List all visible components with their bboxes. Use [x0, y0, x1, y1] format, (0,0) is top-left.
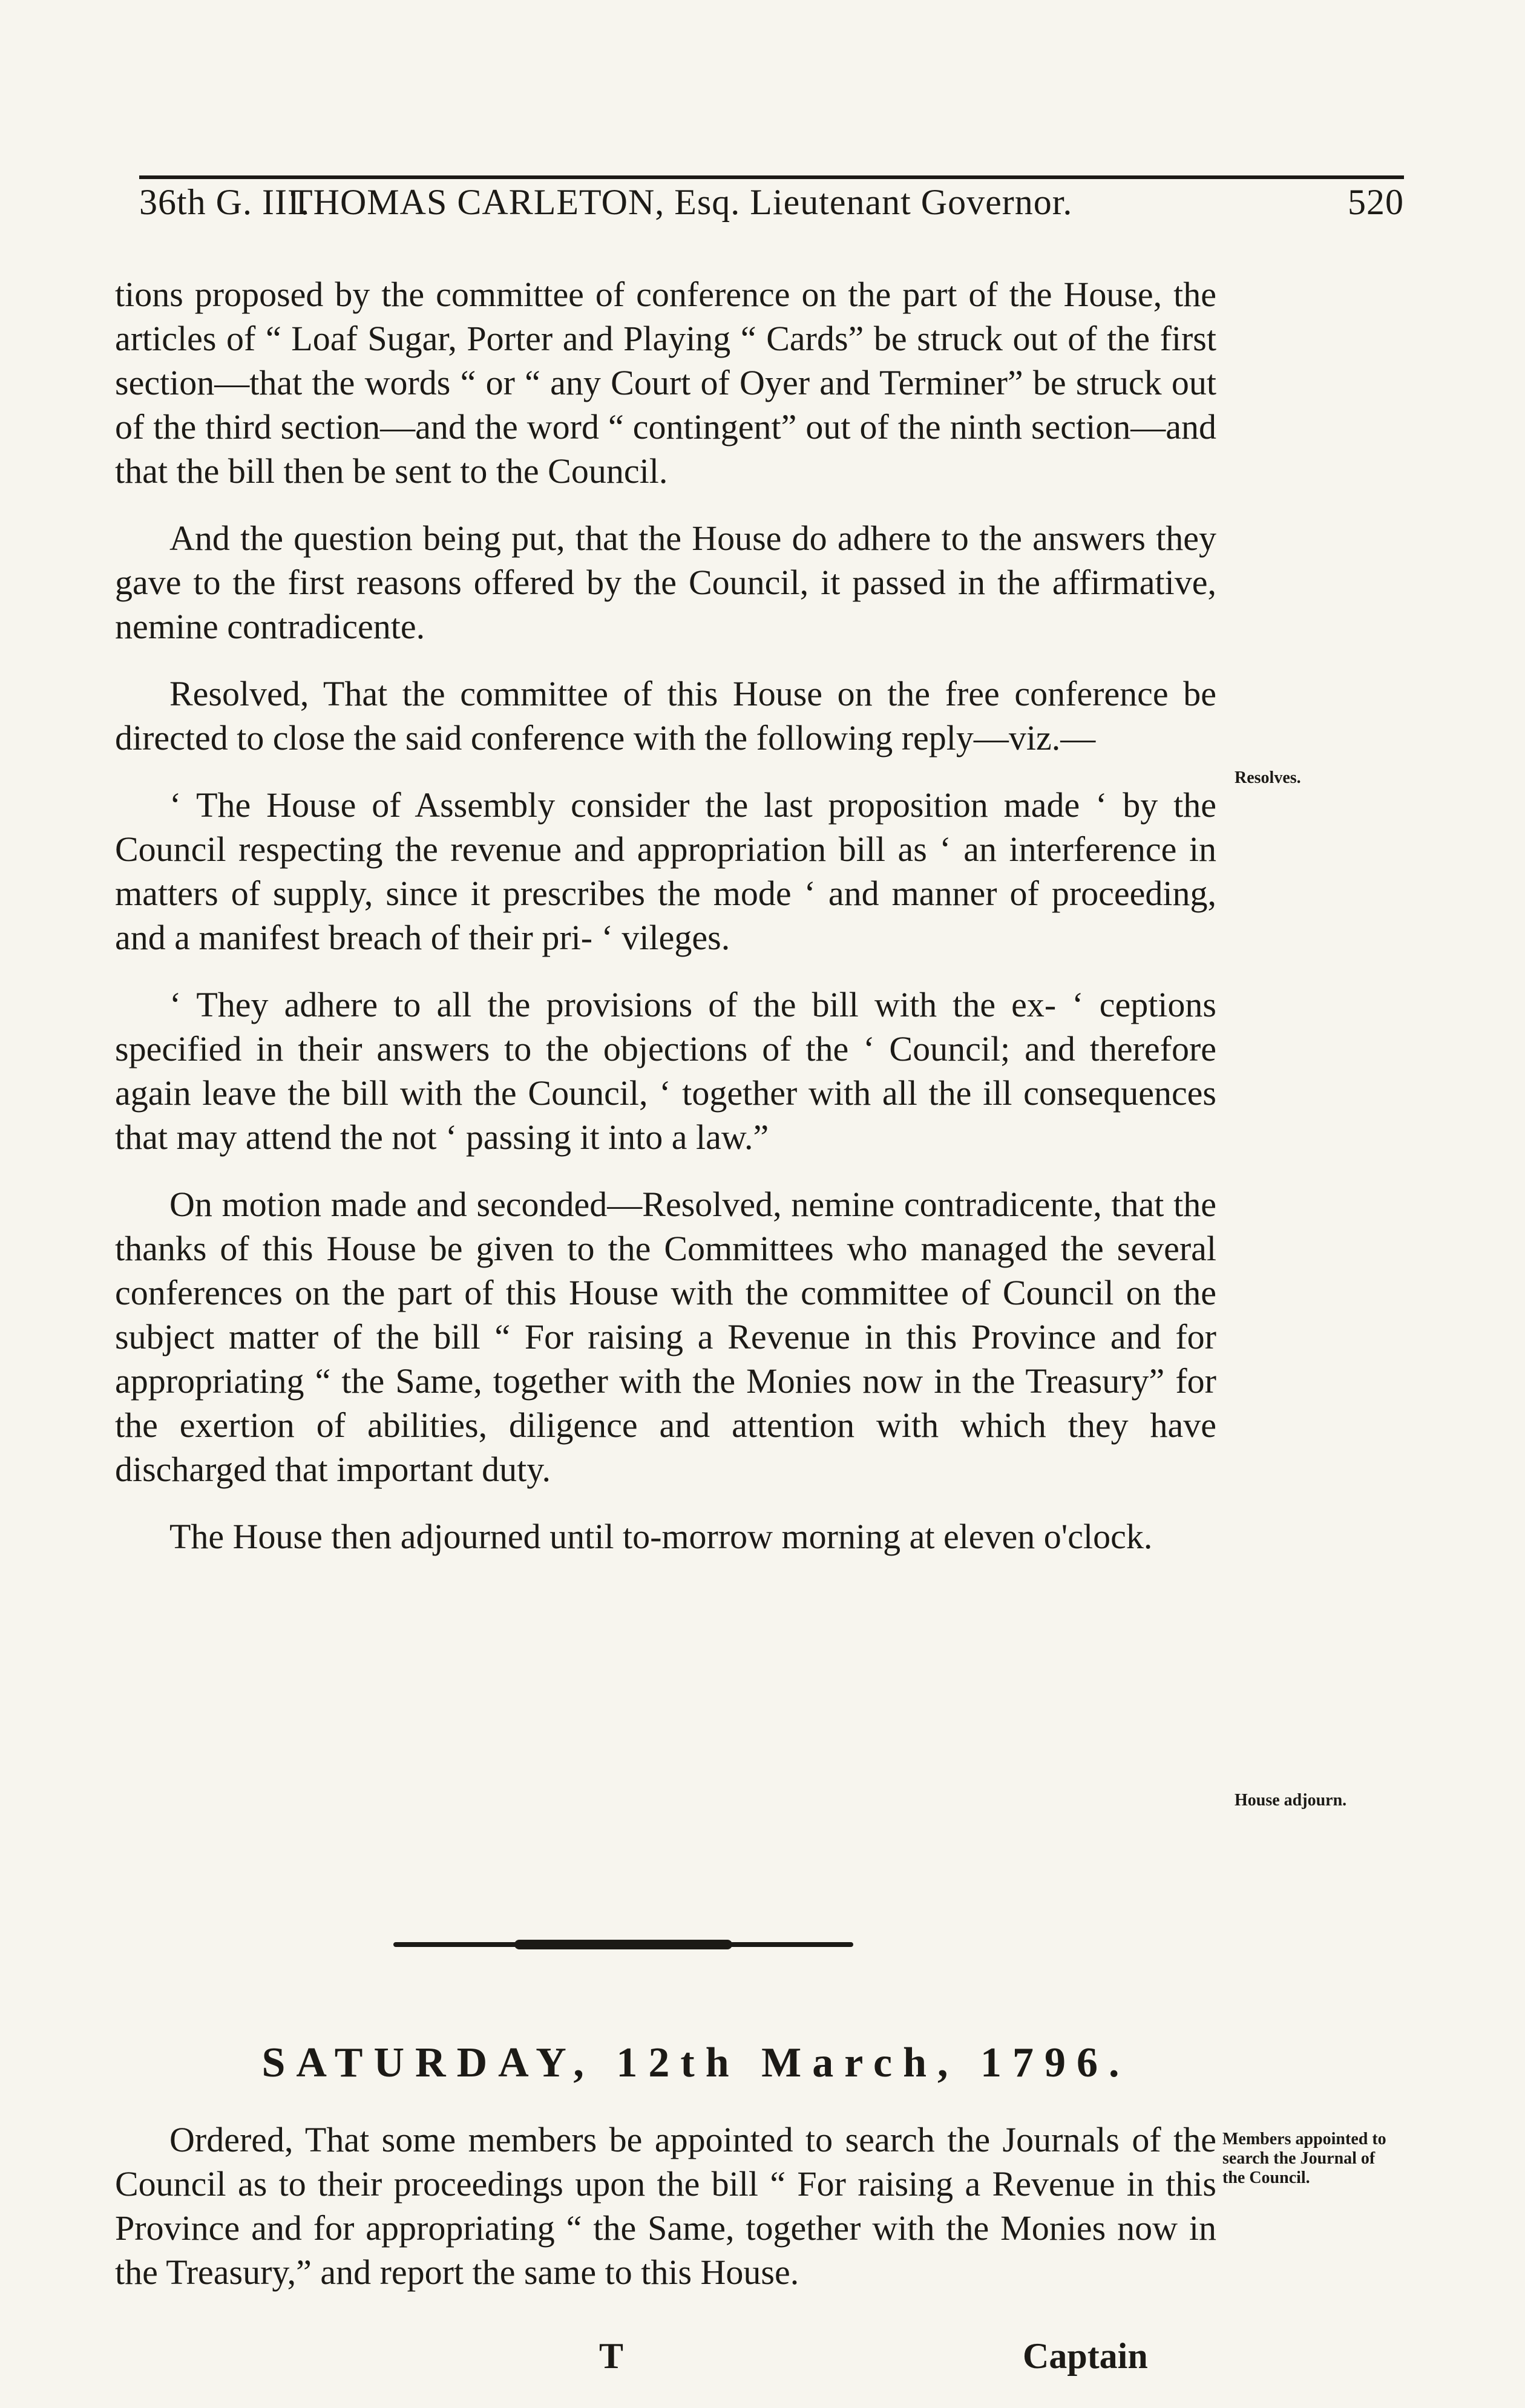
paragraph-5-quote: ‘ They adhere to all the provisions of the bill with the ex- ‘ ceptions specified in their answers to the objections of the ‘ Council; and therefore again leave the bill with the Council, ‘ together with all the ill consequences that may attend the not ‘ passing it into a law.” [115, 985, 1216, 1157]
section-divider [393, 1942, 853, 1947]
header-regnal-year: 36th G. III. [139, 182, 310, 222]
running-header [139, 175, 1404, 242]
margin-note-resolves: Resolves. [1235, 768, 1301, 787]
paragraph-4-quote: ‘ The House of Assembly consider the last proposition made ‘ by the Council respecting the revenue and appropriation bill as ‘ an interference in matters of supply, since it prescribes the mode ‘ and manner of proceeding, and a manifest breach of their pri- ‘ vileges. [115, 785, 1216, 957]
date-heading: SATURDAY, 12th March, 1796. [261, 2040, 1130, 2086]
paragraph-1: tions proposed by the committee of conference on the part of the House, the articles of “ Loaf Sugar, Porter and Playing “ Cards” be struck out of the first section—that the words “ or “ any Court of Oyer and Terminer” be struck out of the third section—and the word “ contingent” out of the ninth section—and that the bill then be sent to the Council. [115, 275, 1216, 491]
header-rule [139, 175, 1404, 179]
margin-note-house-adjourn: House adjourn. [1235, 1791, 1347, 1810]
margin-note-members-appointed: Members appointed to search the Journal of the Council. [1222, 2130, 1386, 2187]
page-number: 520 [1348, 182, 1404, 222]
paragraph-2: And the question being put, that the House do adhere to the answers they gave to the first reasons offered by the Council, it passed in the affirmative, nemine contradicente. [115, 519, 1216, 646]
paragraph-8: Ordered, That some members be appointed to search the Journals of the Council as to their proceedings upon the bill “ For raising a Revenue in this Province and for appropriating “ the Same, together with the Monies now in the Treasury,” and report the same to this House. [115, 2120, 1216, 2292]
paragraph-7: The House then adjourned until to-morrow morning at eleven o'clock. [169, 1517, 1153, 1556]
catchword: Captain [1023, 2336, 1148, 2376]
paragraph-3: Resolved, That the committee of this House on the free conference be directed to close the said conference with the following reply—viz.— [115, 674, 1216, 757]
signature-mark: T [599, 2336, 624, 2376]
paragraph-6: On motion made and seconded—Resolved, nemine contradicente, that the thanks of this House be given to the Committees who managed the several conferences on the part of this House with the committee of Council on the subject matter of the bill “ For raising a Revenue in this Province and for appropriating “ the Same, together with the Monies now in the Treasury” for the exertion of abilities, diligence and attention with which they have discharged that important duty. [115, 1185, 1216, 1489]
page-body [115, 272, 1216, 1582]
saturday-section [115, 2118, 1216, 2317]
header-title: THOMAS CARLETON, Esq. Lieutenant Governor. [290, 182, 1073, 222]
